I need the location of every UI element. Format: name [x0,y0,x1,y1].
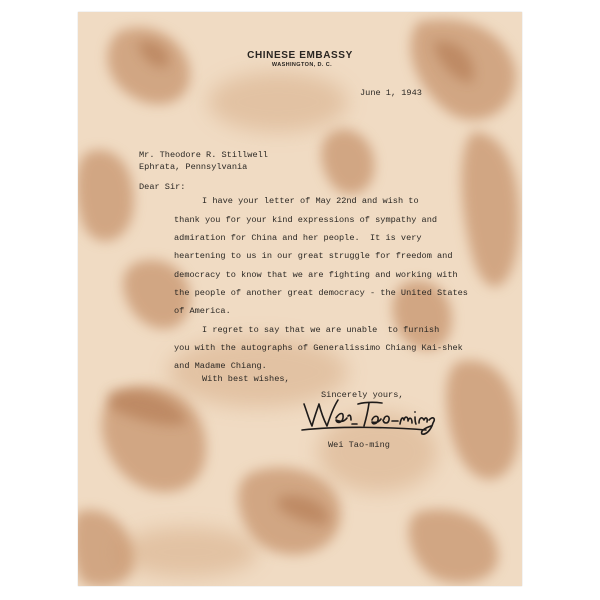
letter-date: June 1, 1943 [360,88,422,98]
letterhead [78,50,522,68]
handwritten-signature [300,390,440,438]
stain [409,509,498,583]
recipient-name: Mr. Theodore R. Stillwell [139,150,268,160]
body-line: democracy to know that we are fighting and working with [174,270,458,280]
signer-name: Wei Tao-ming [328,440,390,450]
stain [446,360,518,479]
stain [118,527,258,577]
stain [321,129,374,194]
letterhead-location: WASHINGTON, D. C. [271,62,333,68]
stain [78,150,134,241]
stain [208,72,348,132]
letter-sheet [78,12,522,586]
body-line: thank you for your kind expressions of sympathy and [174,215,438,225]
letterhead-organization: CHINESE EMBASSY [247,50,353,61]
stain [462,132,520,287]
body-line: I have your letter of May 22nd and wish to [202,196,419,206]
body-line: With best wishes, [202,374,290,384]
salutation: Dear Sir: [139,182,186,192]
recipient-address: Ephrata, Pennsylvania [139,162,248,172]
body-line: I regret to say that we are unable to furnish [202,325,440,335]
body-line: of America. [174,306,231,316]
body-line: and Madame Chiang. [174,361,267,371]
water-stains [78,12,522,586]
closing: Sincerely yours, [321,390,404,400]
body-line: you with the autographs of Generalissimo Chiang Kai-shek [174,343,463,353]
body-line: the people of another great democracy - the United States [174,288,468,298]
body-line: admiration for China and her people. It is very [174,233,422,243]
body-line: heartening to us in our great struggle for freedom and [174,251,453,261]
